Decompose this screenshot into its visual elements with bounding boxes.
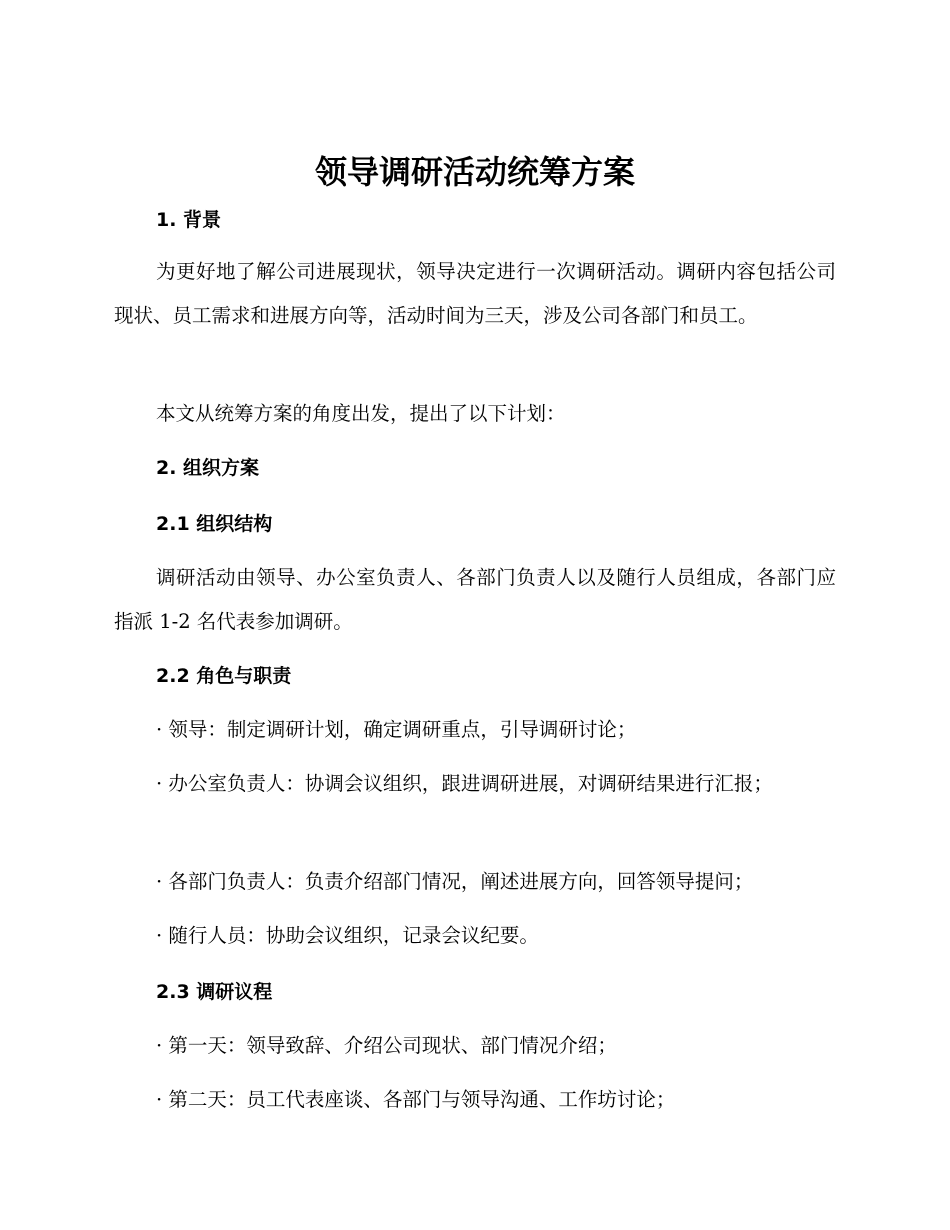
list-item-role-office-head: · 办公室负责人：协调会议组织，跟进调研进展，对调研结果进行汇报； <box>156 772 773 795</box>
list-item-role-department-head: · 各部门负责人：负责介绍部门情况，阐述进展方向，回答领导提问； <box>156 870 754 893</box>
list-item-role-staff: · 随行人员：协助会议组织，记录会议纪要。 <box>156 924 539 947</box>
subsection-heading-roles: 2.2 角色与职责 <box>156 665 292 687</box>
paragraph-structure: 调研活动由领导、办公室负责人、各部门负责人以及随行人员组成，各部门应指派 1-2 名代表参加调研。 <box>114 566 836 633</box>
document-title: 领导调研活动统筹方案 <box>314 153 635 191</box>
section-heading-background: 1. 背景 <box>156 209 222 231</box>
paragraph-background-plan: 本文从统筹方案的角度出发，提出了以下计划： <box>156 402 566 425</box>
subsection-heading-agenda: 2.3 调研议程 <box>156 981 273 1003</box>
subsection-heading-structure: 2.1 组织结构 <box>156 513 273 535</box>
paragraph-background-intro: 为更好地了解公司进展现状，领导决定进行一次调研活动。调研内容包括公司现状、员工需求和进展方向等，活动时间为三天，涉及公司各部门和员工。 <box>114 260 836 327</box>
list-item-role-leader: · 领导：制定调研计划，确定调研重点，引导调研讨论； <box>156 718 637 741</box>
list-item-agenda-day1: · 第一天：领导致辞、介绍公司现状、部门情况介绍； <box>156 1034 617 1057</box>
list-item-agenda-day2: · 第二天：员工代表座谈、各部门与领导沟通、工作坊讨论； <box>156 1088 676 1111</box>
section-heading-organization: 2. 组织方案 <box>156 457 260 479</box>
